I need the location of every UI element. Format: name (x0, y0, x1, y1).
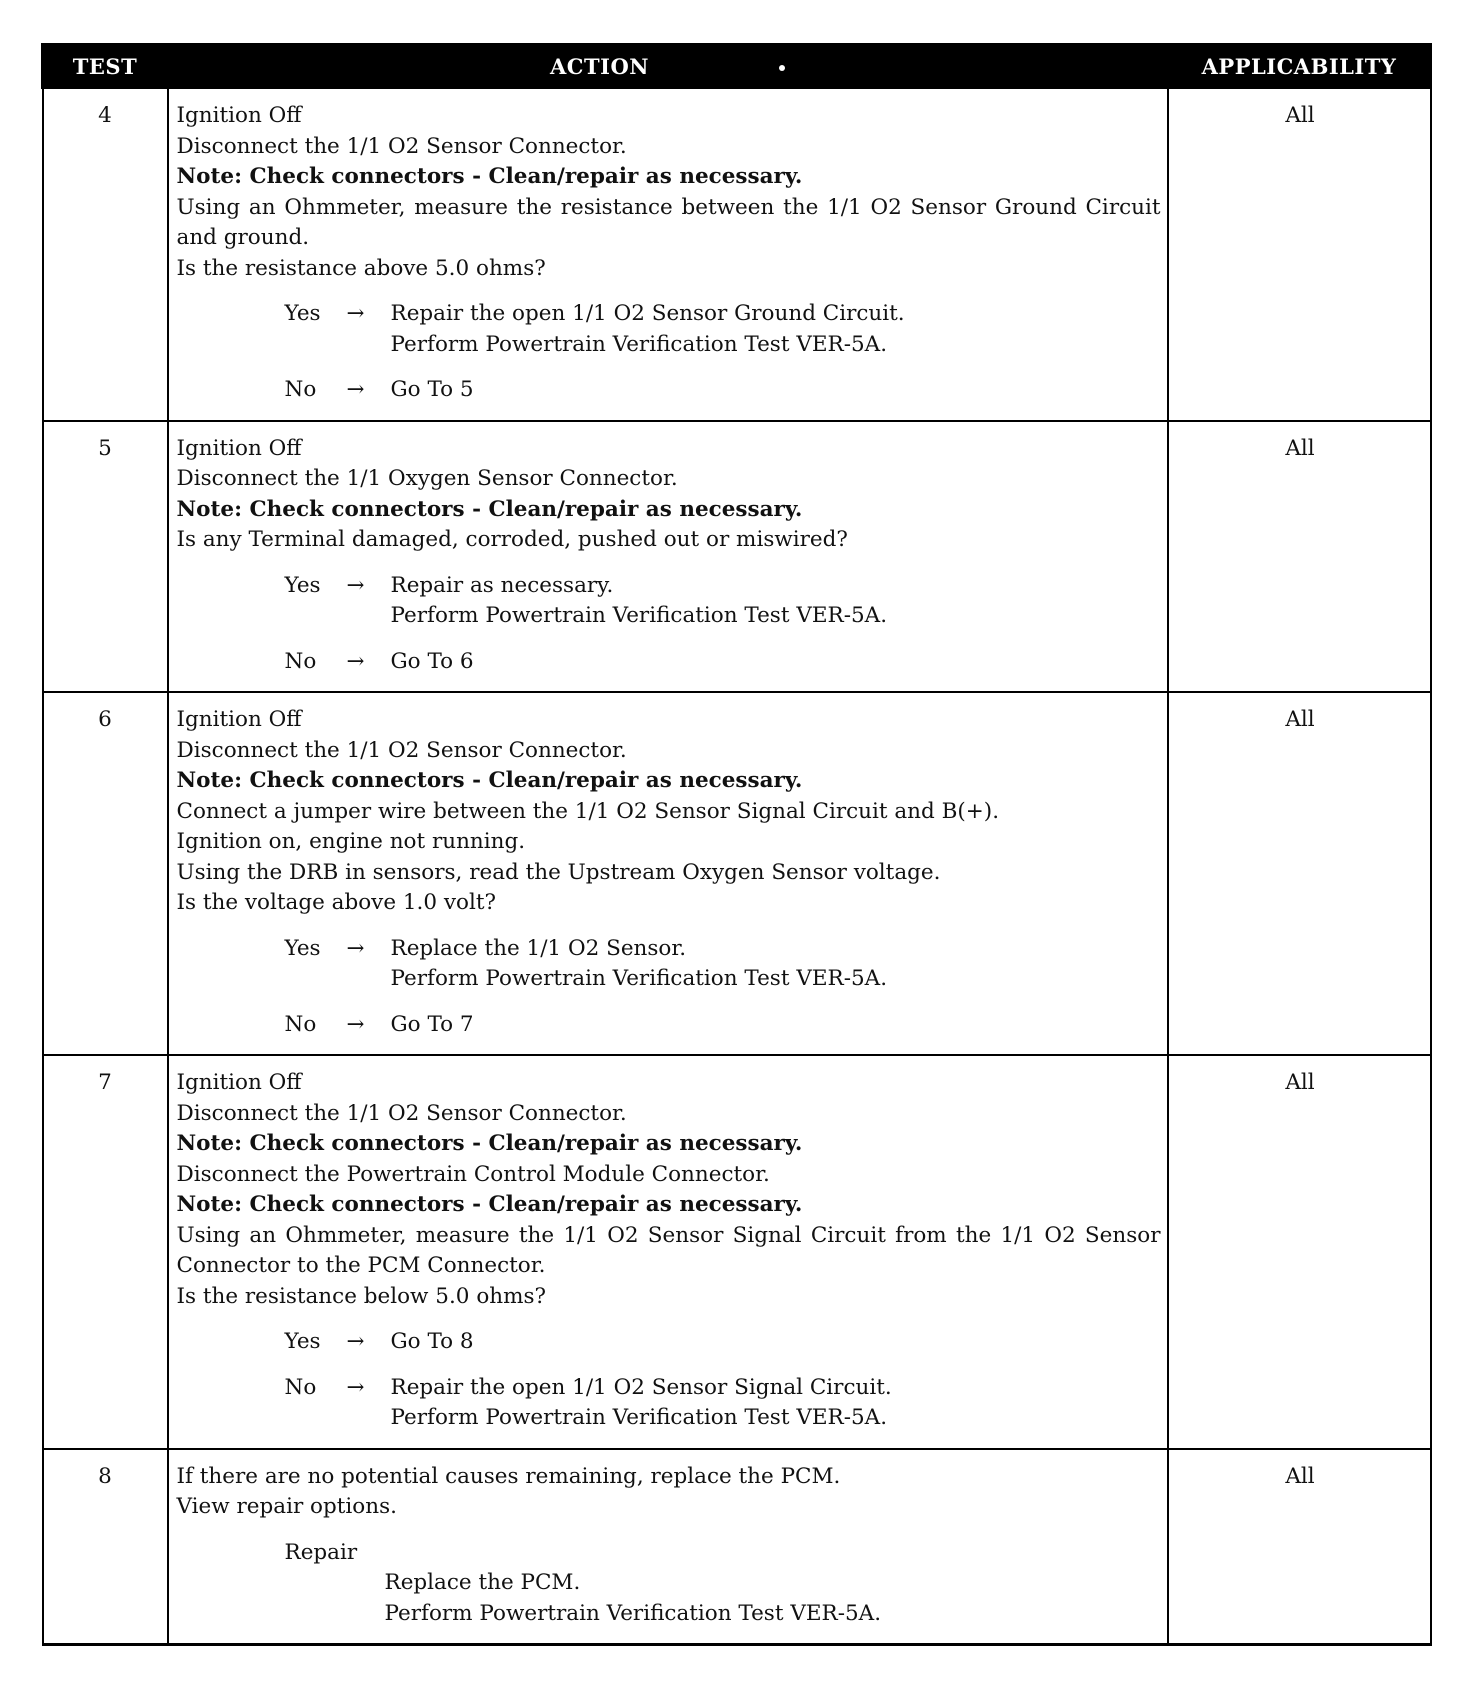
action-cell (168, 88, 1168, 421)
action-line: Disconnect the 1/1 O2 Sensor Connector. (176, 133, 627, 159)
repair-label: Repair (284, 1539, 358, 1565)
outcome-result (391, 647, 1161, 678)
header-dot-mark (779, 65, 785, 71)
yes-outcome (285, 299, 1161, 360)
outcome-result-line: Perform Powertrain Verification Test VER-5A. (390, 331, 888, 357)
outcome-result-line: Perform Powertrain Verification Test VER-5A. (390, 1405, 888, 1430)
test-number: 8 (43, 1449, 168, 1645)
outcome-result (391, 571, 1161, 632)
outcome-label: Yes (284, 935, 321, 961)
action-line: Is the resistance below 5.0 ohms? (176, 1283, 547, 1309)
action-line: Ignition Off (176, 707, 302, 732)
action-line: Ignition Off (176, 103, 302, 128)
action-line: Is the voltage above 1.0 volt? (176, 890, 497, 915)
action-line: Is the resistance above 5.0 ohms? (176, 255, 546, 281)
applicability-value: All (1168, 88, 1431, 421)
outcome-label: Yes (284, 301, 321, 326)
note-line: Note: Check connectors - Clean/repair as necessary. (176, 1131, 803, 1156)
action-line: Is any Terminal damaged, corroded, pushed out or miswired? (176, 527, 848, 552)
applicability-value: All (1168, 1449, 1431, 1645)
action-line: View repair options. (176, 1494, 397, 1519)
outcome-result-line: Go To 8 (390, 1329, 474, 1354)
yes-outcome (285, 1327, 1161, 1358)
test-number: 5 (43, 421, 168, 693)
note-line: Note: Check connectors - Clean/repair as necessary. (176, 164, 803, 189)
outcome-result-line: Go To 6 (390, 648, 474, 674)
note-line: Note: Check connectors - Clean/repair as necessary. (176, 768, 803, 793)
header-test: TEST (43, 45, 168, 88)
table-row (43, 88, 1431, 421)
yes-outcome (285, 934, 1161, 995)
action-line: Disconnect the 1/1 O2 Sensor Connector. (176, 1100, 627, 1126)
action-line: Disconnect the 1/1 Oxygen Sensor Connector. (176, 466, 678, 491)
action-line: Ignition Off (176, 1070, 302, 1095)
arrow-icon: → (346, 572, 365, 598)
table-row (43, 1449, 1431, 1645)
outcome-result (391, 299, 1161, 360)
header-action-label: ACTION (550, 53, 649, 79)
outcome-result-line: Repair the open 1/1 O2 Sensor Ground Circuit. (390, 301, 905, 326)
table-row (43, 1055, 1431, 1449)
no-outcome (285, 1373, 1161, 1434)
outcome-result (391, 375, 1161, 406)
action-line: Connect a jumper wire between the 1/1 O2 Sensor Signal Circuit and B(+). (176, 798, 1000, 824)
header-action (168, 45, 1168, 88)
table-row (43, 692, 1431, 1055)
test-number: 4 (43, 88, 168, 421)
arrow-icon: → (346, 301, 365, 326)
action-line: Using an Ohmmeter, measure the resistance between the 1/1 O2 Sensor Ground Circuit and ground. (176, 194, 1161, 250)
outcome-result-line: Replace the 1/1 O2 Sensor. (390, 935, 687, 961)
header-applicability: APPLICABILITY (1168, 45, 1431, 88)
action-line: Disconnect the 1/1 O2 Sensor Connector. (176, 737, 627, 763)
repair-steps (385, 1568, 1161, 1629)
applicability-value: All (1168, 421, 1431, 693)
action-line: If there are no potential causes remaining, replace the PCM. (176, 1463, 841, 1489)
outcome-result-line: Repair as necessary. (390, 572, 614, 598)
outcome-label: No (284, 648, 317, 674)
table-body (43, 88, 1431, 1645)
action-line: Disconnect the Powertrain Control Module Connector. (176, 1161, 770, 1187)
outcome-result-line: Go To 7 (390, 1011, 474, 1037)
note-line: Note: Check connectors - Clean/repair as necessary. (176, 1192, 803, 1217)
applicability-value: All (1168, 1055, 1431, 1449)
table-header (43, 45, 1431, 88)
outcome-result-line: Go To 5 (390, 377, 474, 402)
outcome-result-line: Perform Powertrain Verification Test VER-5A. (390, 603, 888, 628)
arrow-icon: → (346, 1329, 365, 1354)
outcome-result-line: Repair the open 1/1 O2 Sensor Signal Circuit. (390, 1374, 892, 1400)
repair-step: Perform Powertrain Verification Test VER-5A. (384, 1600, 882, 1626)
action-line: Using an Ohmmeter, measure the 1/1 O2 Sensor Signal Circuit from the 1/1 O2 Sensor Connector to the PCM Connector. (176, 1222, 1161, 1278)
outcome-result (391, 1327, 1161, 1358)
outcome-label: No (284, 377, 317, 402)
diagnostic-test-page (41, 43, 1429, 1646)
arrow-icon: → (346, 1011, 365, 1037)
test-number: 7 (43, 1055, 168, 1449)
outcome-result-line: Perform Powertrain Verification Test VER-5A. (390, 966, 888, 991)
outcome-label: Yes (284, 1329, 321, 1354)
note-line: Note: Check connectors - Clean/repair as necessary. (176, 496, 803, 522)
test-number: 6 (43, 692, 168, 1055)
no-outcome (285, 647, 1161, 678)
outcome-label: No (284, 1011, 317, 1037)
action-line: Ignition Off (176, 435, 302, 461)
yes-outcome (285, 571, 1161, 632)
outcome-label: Yes (284, 572, 321, 598)
action-line: Using the DRB in sensors, read the Upstream Oxygen Sensor voltage. (176, 859, 941, 885)
action-cell (168, 1449, 1168, 1645)
outcome-label: No (284, 1374, 317, 1400)
applicability-value: All (1168, 692, 1431, 1055)
table-row (43, 421, 1431, 693)
outcome-result (391, 934, 1161, 995)
action-cell (168, 421, 1168, 693)
arrow-icon: → (346, 377, 365, 402)
diagnostic-test-table (41, 43, 1432, 1646)
no-outcome (285, 375, 1161, 406)
arrow-icon: → (346, 648, 365, 674)
action-cell (168, 1055, 1168, 1449)
arrow-icon: → (346, 935, 365, 961)
action-cell (168, 692, 1168, 1055)
repair-options (285, 1538, 1161, 1630)
outcome-result (391, 1010, 1161, 1041)
action-line: Ignition on, engine not running. (176, 829, 526, 854)
arrow-icon: → (346, 1374, 365, 1400)
no-outcome (285, 1010, 1161, 1041)
outcome-result (391, 1373, 1161, 1434)
repair-step: Replace the PCM. (384, 1570, 581, 1595)
